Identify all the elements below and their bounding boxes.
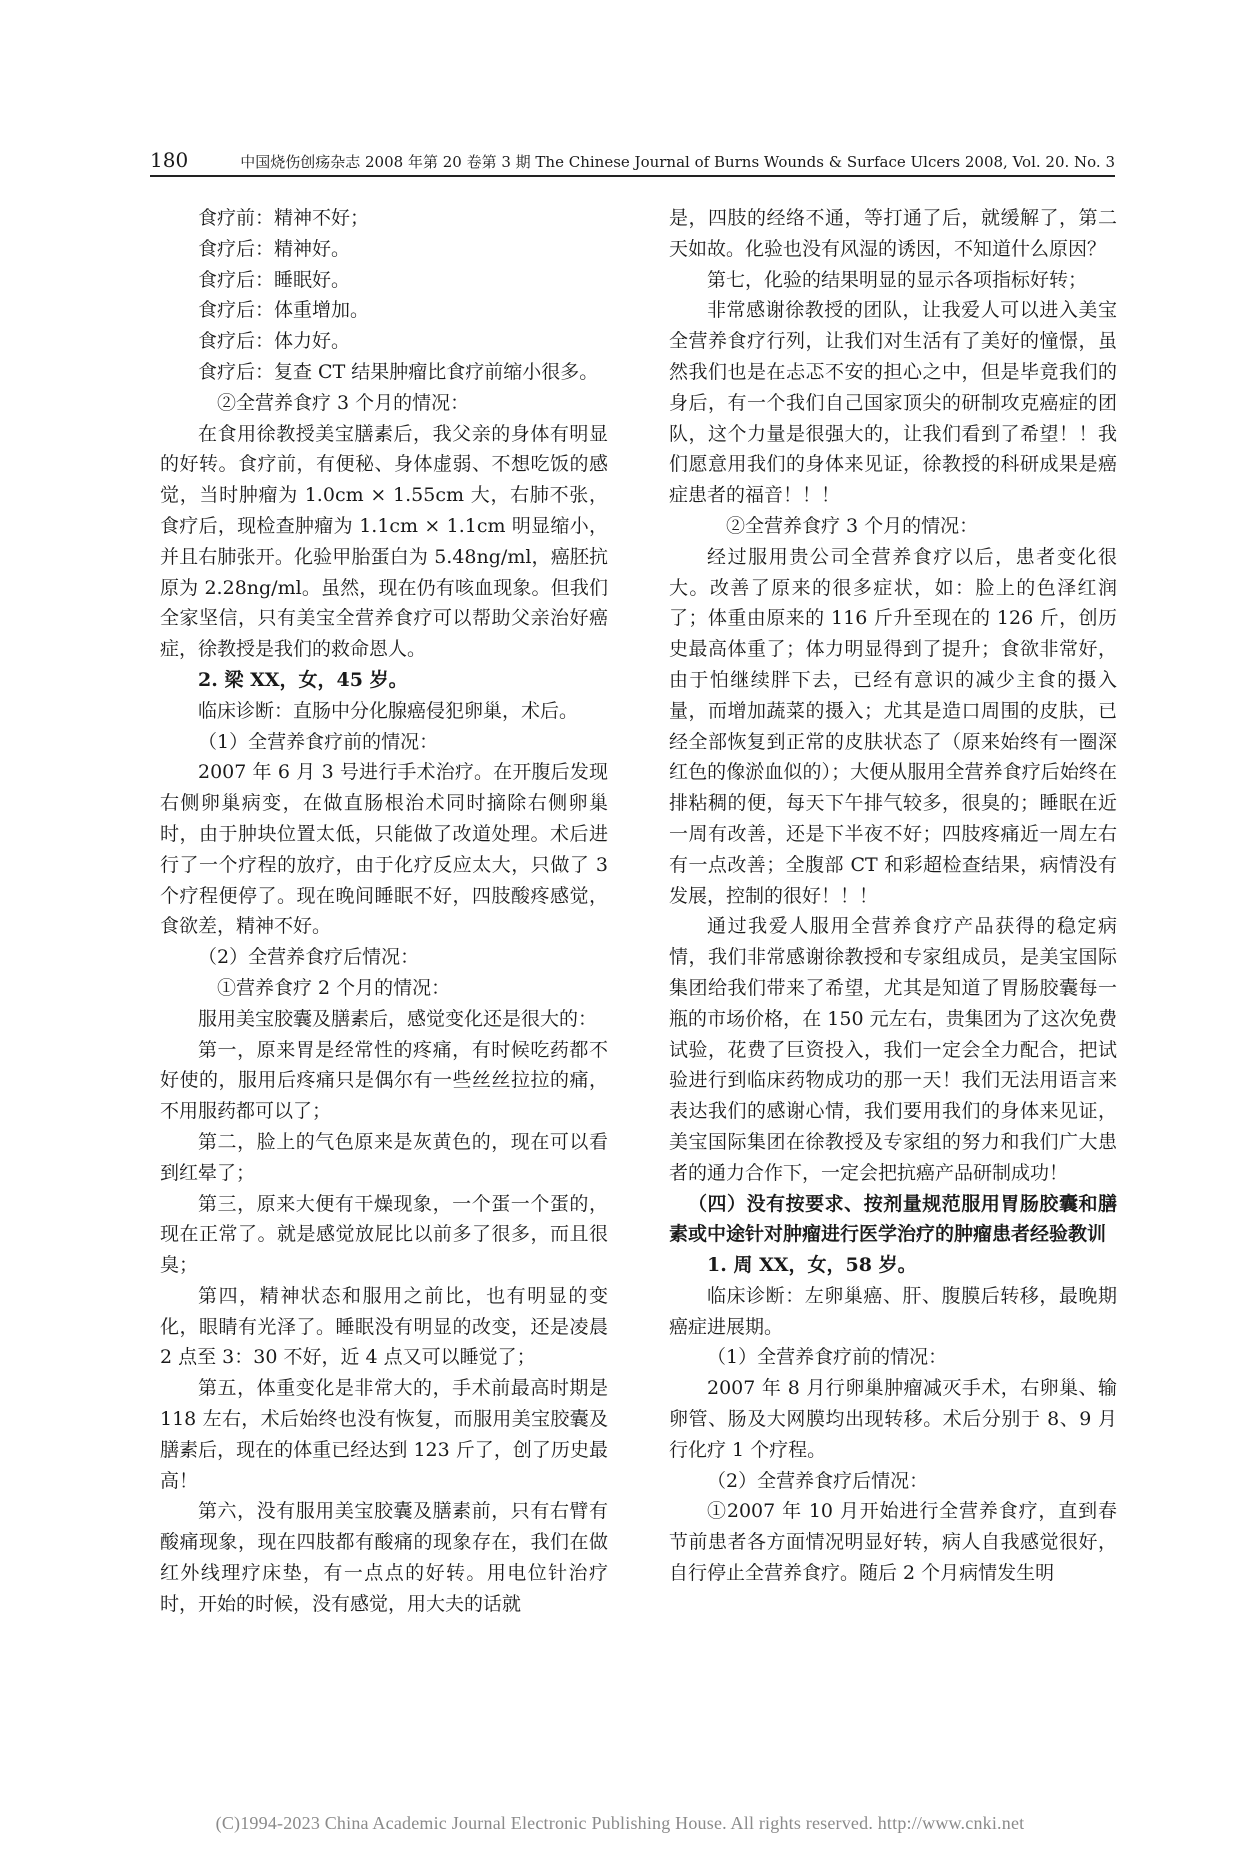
paragraph: 第七，化验的结果明显的显示各项指标好转； bbox=[707, 268, 1088, 291]
page-number: 180 bbox=[150, 148, 189, 172]
paragraph: 非常感谢徐教授的团队，让我爱人可以进入美宝全营养食疗行列，让我们对生活有了美好的憧憬，虽然我们也是在忐忑不安的担心之中，但是毕竟我们的身后，有一个我们自己国家顶尖的研制攻克癌症的团队，这个力量是很强大的，让我们看到了希望！！我们愿意用我们的身体来见证，徐教授的科研成果是癌症患者的福音！！！ bbox=[669, 299, 1117, 507]
paragraph: 食疗后：精神好。 bbox=[198, 237, 351, 260]
subsection-label: （2）全营养食疗后情况： bbox=[198, 946, 420, 969]
paragraph: 第五，体重变化是非常大的，手术前最高时期是 118 左右，术后始终也没有恢复，而服用美宝胶囊及膳素后，现在的体重已经达到 123 斤了，创了历史最高！ bbox=[160, 1377, 608, 1492]
paragraph: 在食用徐教授美宝膳素后，我父亲的身体有明显的好转。食疗前，有便秘、身体虚弱、不想吃饭的感觉，当时肿瘤为 1.0cm × 1.55cm 大，右肺不张，食疗后，现检查肿瘤为 1.1cm × 1.1cm 明显缩小，并且右肺张开。化验甲胎蛋白为 5.48ng/ml，癌胚抗原为 2.28ng/ml。虽然，现在仍有咳血现象。但我们全家坚信，只有美宝全营养食疗可以帮助父亲治好癌症，徐教授是我们的救命恩人。 bbox=[160, 422, 608, 661]
case-heading: 2. 梁 XX，女，45 岁。 bbox=[198, 668, 408, 691]
section-heading: （四）没有按要求、按剂量规范服用胃肠胶囊和膳素或中途针对肿瘤进行医学治疗的肿瘤患者经验教训 bbox=[669, 1192, 1117, 1246]
paragraph: 第六，没有服用美宝胶囊及膳素前，只有右臂有酸痛现象，现在四肢都有酸痛的现象存在，我们在做红外线理疗床垫，有一点点的好转。用电位针治疗时，开始的时候，没有感觉，用大夫的话就 bbox=[160, 1500, 608, 1615]
left-column bbox=[160, 203, 608, 1620]
paragraph: 食疗前：精神不好； bbox=[198, 207, 370, 229]
paragraph: 第四，精神状态和服用之前比，也有明显的变化，眼睛有光泽了。睡眠没有明显的改变，还是凌晨 2 点至 3：30 不好，近 4 点又可以睡觉了； bbox=[160, 1284, 608, 1369]
paragraph: 食疗后：体重增加。 bbox=[198, 299, 370, 322]
subsection-label: ①营养食疗 2 个月的情况： bbox=[217, 976, 451, 999]
paragraph: ①2007 年 10 月开始进行全营养食疗，直到春节前患者各方面情况明显好转，病人自我感觉很好，自行停止全营养食疗。随后 2 个月病情发生明 bbox=[669, 1500, 1117, 1585]
paragraph: 2007 年 6 月 3 号进行手术治疗。在开腹后发现右侧卵巢病变，在做直肠根治术同时摘除右侧卵巢时，由于肿块位置太低，只能做了改道处理。术后进行了一个疗程的放疗，由于化疗反应太大，只做了 3 个疗程便停了。现在晚间睡眠不好，四肢酸疼感觉，食欲差，精神不好。 bbox=[160, 761, 608, 938]
paragraph: 第三，原来大便有干燥现象，一个蛋一个蛋的，现在正常了。就是感觉放屁比以前多了很多，而且很臭； bbox=[160, 1192, 608, 1277]
header-rule bbox=[150, 175, 1115, 177]
case-heading: 1. 周 XX，女，58 岁。 bbox=[707, 1254, 917, 1277]
paragraph: 2007 年 8 月行卵巢肿瘤减灭手术，右卵巢、输卵管、肠及大网膜均出现转移。术后分别于 8、9 月行化疗 1 个疗程。 bbox=[669, 1377, 1117, 1461]
paragraph: 食疗后：复查 CT 结果肿瘤比食疗前缩小很多。 bbox=[198, 360, 599, 383]
paragraph: 经过服用贵公司全营养食疗以后，患者变化很大。改善了原来的很多症状，如：脸上的色泽红润了；体重由原来的 116 斤升至现在的 126 斤，创历史最高体重了；体力明显得到了提升；食欲非常好，由于怕继续胖下去，已经有意识的减少主食的摄入量，而增加蔬菜的摄入；尤其是造口周围的皮肤，已经全部恢复到正常的皮肤状态了（原来始终有一圈深红色的像淤血似的）；大便从服用全营养食疗后始终在排粘稠的便，每天下午排气较多，很臭的；睡眠在近一周有改善，还是下半夜不好；四肢疼痛近一周左右有一点改善；全腹部 CT 和彩超检查结果，病情没有发展，控制的很好！！！ bbox=[669, 545, 1117, 907]
subsection-label: （1）全营养食疗前的情况： bbox=[707, 1346, 948, 1369]
right-column bbox=[669, 203, 1117, 1589]
paragraph: 食疗后：睡眠好。 bbox=[198, 268, 351, 291]
subsection-label: （2）全营养食疗后情况： bbox=[707, 1469, 929, 1492]
paragraph: 食疗后：体力好。 bbox=[198, 330, 351, 353]
paragraph: 服用美宝胶囊及膳素后，感觉变化还是很大的： bbox=[198, 1007, 598, 1030]
running-title: 中国烧伤创疡杂志 2008 年第 20 卷第 3 期 The Chinese Journal of Burns Wounds & Surface Ulcers 2008, Vol. 20. No. 3 bbox=[240, 153, 1115, 171]
paragraph: 临床诊断：左卵巢癌、肝、腹膜后转移，最晚期癌症进展期。 bbox=[669, 1284, 1117, 1338]
paragraph: 是，四肢的经络不通，等打通了后，就缓解了，第二天如故。化验也没有风湿的诱因，不知道什么原因？ bbox=[669, 207, 1117, 260]
paragraph: 第一，原来胃是经常性的疼痛，有时候吃药都不好使的，服用后疼痛只是偶尔有一些丝丝拉拉的痛，不用服药都可以了； bbox=[160, 1038, 608, 1123]
copyright-footer: (C)1994-2023 China Academic Journal Electronic Publishing House. All rights reserved. http://www.cnki.net bbox=[215, 1813, 1025, 1833]
paragraph: 通过我爱人服用全营养食疗产品获得的稳定病情，我们非常感谢徐教授和专家组成员，是美宝国际集团给我们带来了希望，尤其是知道了胃肠胶囊每一瓶的市场价格，在 150 元左右，贵集团为了这次免费试验，花费了巨资投入，我们一定会全力配合，把试验进行到临床药物成功的那一天！我们无法用语言来表达我们的感谢心情，我们要用我们的身体来见证，美宝国际集团在徐教授及专家组的努力和我们广大患者的通力合作下，一定会把抗癌产品研制成功！ bbox=[669, 915, 1117, 1184]
paragraph: 临床诊断：直肠中分化腺癌侵犯卵巢，术后。 bbox=[198, 699, 579, 722]
subsection-label: （1）全营养食疗前的情况： bbox=[198, 730, 439, 753]
paragraph: 第二，脸上的气色原来是灰黄色的，现在可以看到红晕了； bbox=[160, 1130, 608, 1184]
page-header bbox=[150, 148, 1115, 172]
subsection-label: ②全营养食疗 3 个月的情况： bbox=[217, 391, 470, 414]
subsection-label: ②全营养食疗 3 个月的情况： bbox=[726, 514, 979, 537]
